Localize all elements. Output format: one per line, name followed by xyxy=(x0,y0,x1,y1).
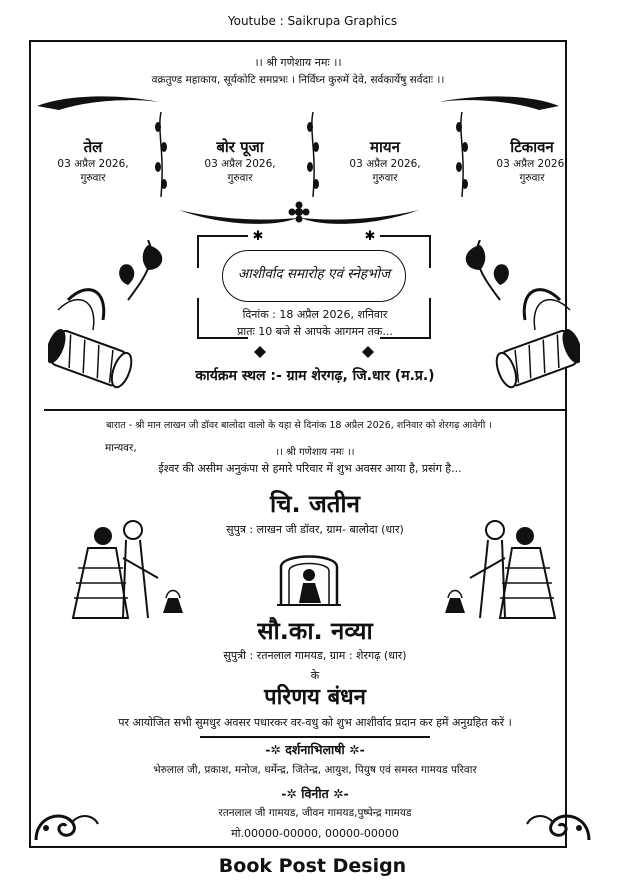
vine-divider-2 xyxy=(307,112,319,197)
event-tikavan xyxy=(477,137,587,185)
event-bor-puja xyxy=(185,137,295,185)
event-title: मायन xyxy=(370,138,400,156)
event-title: बोर पूजा xyxy=(216,138,264,156)
vinit-names: रतनलाल जी गामयड, जीवन गामयड,पुष्पेन्द्र गामयड xyxy=(218,807,412,819)
event-title: तेल xyxy=(83,138,103,156)
family-names: भेरुलाल जी, प्रकाश, मनोज, धर्मेन्द्र, जितेन्द्र, आयुश, पियुष एवं समस्त गामयड परिवार xyxy=(153,764,477,776)
darshanabhilashi-title: -✲ दर्शनाभिलाषी ✲- xyxy=(265,742,365,757)
bride-palanquin-icon xyxy=(275,545,343,607)
star-icon: ✱ xyxy=(252,229,264,244)
intro-line: ईश्वर की असीम अनुकंपा से हमारे परिवार में शुभ अवसर आया है, प्रसंग है... xyxy=(158,462,462,475)
shri-ganesh-top: ।। श्री गणेशाय नमः ।। xyxy=(254,56,342,69)
event-mayan xyxy=(330,137,440,185)
vine-divider-1 xyxy=(155,112,167,197)
event-day: गुरुवार xyxy=(372,172,398,184)
ke-text: के xyxy=(310,669,320,682)
venue: कार्यक्रम स्थल :- ग्राम शेरगढ़, जि.धार (म.प्र.) xyxy=(195,368,435,384)
shloka: वक्रतुण्ड महाकाय, सूर्यकोटि समप्रभः । निर्विघ्न कुरुमें देवे, सर्वकार्येषु सर्वदाः ।। xyxy=(151,74,445,86)
groom-parent: सुपुत्र : लाखन जी डॉवर, ग्राम- बालोदा (धार) xyxy=(226,523,404,536)
reception-datetime xyxy=(199,306,431,340)
star-icon: ✱ xyxy=(364,229,376,244)
barat-line: बारात - श्री मान लाखन जी डॉवर बालोदा वालो के यहा से दिनांक 18 अप्रैल 2026, शनिवार को शेरगढ़ आवेगी । xyxy=(106,420,492,431)
vinit-title: -✲ विनीत ✲- xyxy=(281,786,349,801)
event-tel xyxy=(38,137,148,185)
groom-name: चि. जतीन xyxy=(270,490,360,518)
event-date: 03 अप्रैल 2026, xyxy=(349,158,421,170)
event-day: गुरुवार xyxy=(227,172,253,184)
event-day: गुरुवार xyxy=(80,172,106,184)
blessing-request: पर आयोजित सभी सुमधुर अवसर पधारकर वर-वधु को शुभ आशीर्वाद प्रदान कर हमें अनुग्रहित करें । xyxy=(118,716,512,729)
dhol-right-icon xyxy=(450,240,580,390)
diamond-icon xyxy=(362,346,374,358)
reception-time: प्रातः 10 बजे से आपके आगमन तक... xyxy=(237,325,393,338)
swirl-left-icon xyxy=(32,806,102,844)
event-date: 03 अप्रैल 2026, xyxy=(57,158,129,170)
couple-left-icon xyxy=(68,518,188,626)
shri-ganesh-mid: ।। श्री गणेशाय नमः ।। xyxy=(275,447,355,458)
diamond-icon xyxy=(254,346,266,358)
bride-parent: सुपुत्री : रतनलाल गामयड, ग्राम : शेरगढ़ (धार) xyxy=(223,649,407,662)
event-title: टिकावन xyxy=(510,138,554,156)
event-day: गुरुवार xyxy=(519,172,545,184)
event-date: 03 अप्रैल 2026, xyxy=(496,158,568,170)
event-date: 03 अप्रैल 2026, xyxy=(204,158,276,170)
dhol-left-icon xyxy=(48,240,178,390)
bride-name: सौ.का. नव्या xyxy=(257,617,373,645)
vine-divider-3 xyxy=(456,112,468,197)
couple-right-icon xyxy=(440,518,560,626)
design-caption: Book Post Design xyxy=(218,855,407,877)
reception-title: आशीर्वाद समारोह एवं स्नेहभोज xyxy=(237,266,391,282)
reception-date: दिनांक : 18 अप्रैल 2026, शनिवार xyxy=(242,308,388,321)
youtube-credit: Youtube : Saikrupa Graphics xyxy=(227,14,398,28)
salutation: मान्यवर, xyxy=(105,442,137,454)
swirl-right-icon xyxy=(523,806,593,844)
mobile-numbers: मो.00000-00000, 00000-00000 xyxy=(231,827,399,840)
parinay-bandhan: परिणय बंधन xyxy=(264,685,366,710)
thin-divider xyxy=(200,736,430,738)
divider-line xyxy=(44,409,566,411)
